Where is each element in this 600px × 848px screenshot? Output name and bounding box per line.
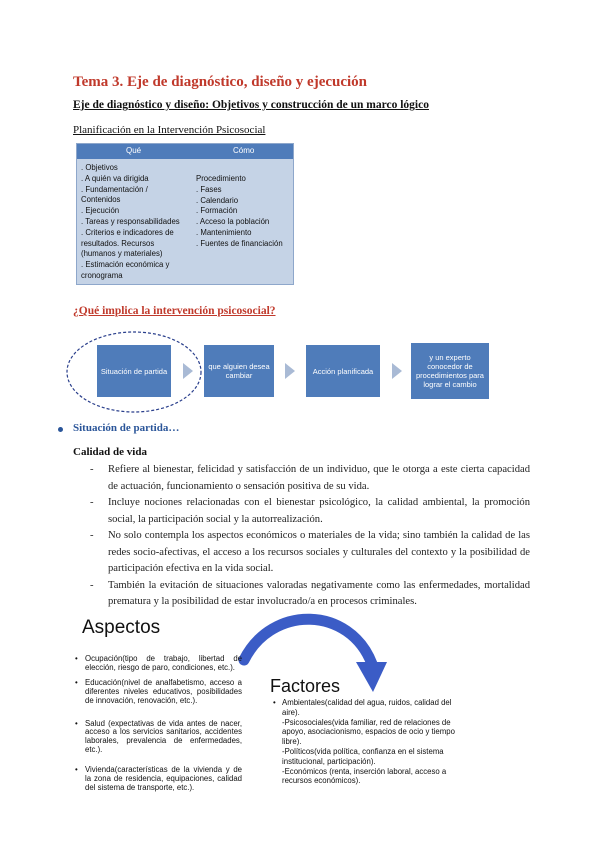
page-title: Tema 3. Eje de diagnóstico, diseño y ejecución	[73, 74, 368, 90]
list-item: -Económicos (renta, inserción laboral, acceso a recursos económicos).	[282, 766, 447, 786]
list-item: • Vivienda(características de la vivienda y de la zona de residencia, equipaciones, calidad del sistema de transporte, etc.).	[80, 766, 242, 792]
como-item: . Acceso la población	[196, 217, 270, 227]
como-item: . Fases	[196, 184, 222, 194]
calidad-heading: Calidad de vida	[73, 446, 147, 458]
como-item: . Formación	[196, 206, 238, 216]
planning-heading: Planificación en la Intervención Psicosocial	[73, 124, 266, 136]
como-column-header: Cómo	[233, 146, 255, 155]
que-item: . Estimación económica y	[81, 260, 170, 270]
que-item: . Tareas y responsabilidades	[81, 216, 180, 226]
list-item: - Incluye nociones relacionadas con el bienestar psicológico, la calidad ambiental, la promoción social, la participación social y la autorrealización.	[90, 495, 530, 528]
flow-arrow-icon	[392, 363, 402, 379]
list-item: • Educación(nivel de analfabetismo, acceso a diferentes niveles educativos, posibilidades de innovación, renovación, etc.).	[80, 679, 242, 705]
como-item: . Calendario	[196, 195, 239, 205]
planning-table	[76, 143, 294, 285]
que-list	[81, 163, 193, 282]
que-item: . Criterios e indicadores de	[81, 227, 174, 237]
list-item: - También la evitación de situaciones valoradas negativamente como las enfermedades, mortalidad prematura y la posibilidad de estar involucrado/a en procesos criminales.	[90, 578, 530, 611]
como-item: . Mantenimiento	[196, 227, 252, 237]
como-list	[196, 174, 292, 250]
factores-title: Factores	[270, 676, 341, 696]
que-item: cronograma	[81, 270, 123, 280]
planning-table-header	[77, 144, 293, 159]
como-item: Procedimiento	[196, 174, 246, 183]
que-item: . Fundamentación /	[81, 184, 148, 194]
list-item: • Salud (expectativas de vida antes de nacer, acceso a los servicios sanitarios, accidentes laborales, prevalencia de enfermedades, etc.).	[80, 720, 242, 755]
question-heading: ¿Qué implica la intervención psicosocial?	[73, 305, 276, 317]
list-item: -Psicosociales(vida familiar, red de relaciones de apoyo, asociacionismo, espacios de ocio y tiempo libre).	[282, 717, 455, 747]
list-item: - Refiere al bienestar, felicidad y satisfacción de un individuo, que le otorga a este cierta capacidad de actuación, funcionamiento o sensación positiva de su vida.	[90, 462, 530, 495]
situacion-heading: Situación de partida…	[73, 422, 180, 434]
list-item: -Políticos(vida política, confianza en el sistema institucional, participación).	[282, 746, 444, 766]
list-item: • Ambientales(calidad del agua, ruidos, calidad del aire).	[282, 698, 457, 718]
list-item: • Ocupación(tipo de trabajo, libertad de elección, riesgo de paro, condiciones, etc.).	[80, 655, 242, 672]
aspectos-list	[80, 655, 242, 799]
que-item: Contenidos	[81, 195, 121, 205]
aspectos-title: Aspectos	[82, 617, 161, 638]
que-item: . A quién va dirigida	[81, 173, 149, 183]
flow-step-accion: Acción planificada	[306, 345, 380, 397]
factores-list	[282, 698, 457, 786]
como-item: . Fuentes de financiación	[196, 238, 283, 248]
que-item: . Ejecución	[81, 206, 120, 216]
que-item: . Objetivos	[81, 163, 118, 172]
flow-step-cambiar: que alguien desea cambiar	[204, 345, 274, 397]
calidad-list	[90, 462, 530, 611]
flow-step-experto: y un experto conocedor de procedimientos para lograr el cambio	[411, 343, 489, 399]
flow-arrow-icon	[183, 363, 193, 379]
que-item: resultados. Recursos	[81, 238, 155, 248]
que-item: (humanos y materiales)	[81, 249, 163, 259]
flow-arrow-icon	[285, 363, 295, 379]
flow-step-situacion: Situación de partida	[97, 345, 171, 397]
que-column-header: Qué	[126, 146, 142, 155]
section-subtitle: Eje de diagnóstico y diseño: Objetivos y construcción de un marco lógico	[73, 99, 429, 111]
list-item: - No solo contempla los aspectos económicos o materiales de la vida; sino también la calidad de las redes socio-afectivas, el acceso a los recursos sociales y culturales del contexto y la posibilidad de participación efectiva en la vida social.	[90, 528, 530, 578]
bullet-icon	[58, 427, 63, 432]
